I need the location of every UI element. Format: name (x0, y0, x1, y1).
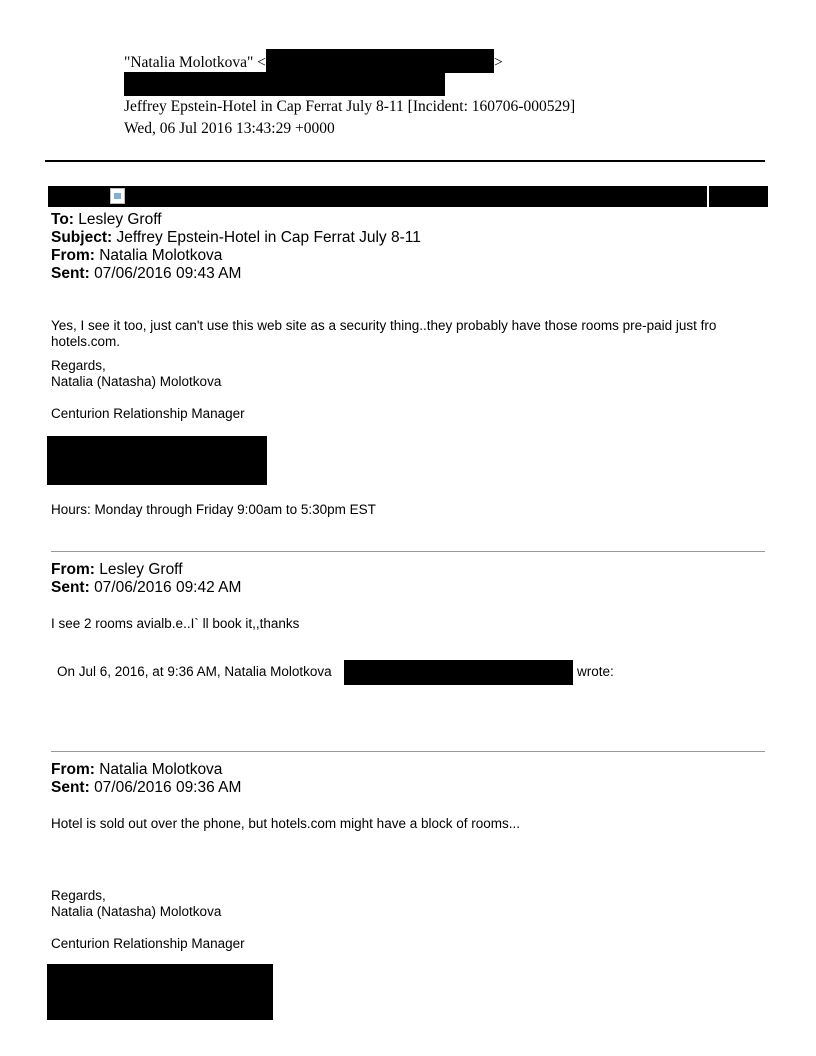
message3-sent-value: 07/06/2016 09:36 AM (94, 779, 242, 796)
header-subject-value: Jeffrey Epstein-Hotel in Cap Ferrat July 8-11 [Incident: 160706-000529] (124, 98, 576, 115)
message1-sent-label: Sent: (51, 265, 90, 282)
redaction-block (124, 72, 445, 96)
header-divider (45, 160, 765, 162)
message2-from-value: Lesley Groff (99, 561, 183, 578)
redaction-block (47, 436, 267, 485)
message1-body: Yes, I see it too, just can't use this web site as a security thing..they probably have those rooms pre-paid just fro hotels.com. (51, 318, 717, 349)
message2-quote-prefix: On Jul 6, 2016, at 9:36 AM, Natalia Molotkova (57, 664, 332, 679)
message2-sent-line (51, 579, 241, 597)
message1-sent-line (51, 265, 241, 283)
message2-sent-value: 07/06/2016 09:42 AM (94, 579, 242, 596)
message3-signature-title: Centurion Relationship Manager (51, 936, 245, 951)
message1-hours: Hours: Monday through Friday 9:00am to 5:30pm EST (51, 502, 376, 517)
message2-body: I see 2 rooms avialb.e..I` ll book it,,thanks (51, 616, 300, 631)
message1-subject-line (51, 229, 421, 247)
banner-divider (707, 186, 709, 207)
message1-signature-name: Natalia (Natasha) Molotkova (51, 374, 222, 389)
message1-subject-value: Jeffrey Epstein-Hotel in Cap Ferrat July 8-11 (116, 229, 421, 246)
header-date-value: Wed, 06 Jul 2016 13:43:29 +0000 (124, 120, 335, 137)
message1-subject-label: Subject: (51, 229, 113, 246)
message3-sent-label: Sent: (51, 779, 90, 796)
message2-sent-label: Sent: (51, 579, 90, 596)
message3-regards: Regards, (51, 888, 106, 903)
message1-sent-value: 07/06/2016 09:43 AM (94, 265, 242, 282)
header-from-value: "Natalia Molotkova" < (124, 54, 266, 71)
message1-regards: Regards, (51, 358, 106, 373)
message1-signature-title: Centurion Relationship Manager (51, 406, 245, 421)
message3-body: Hotel is sold out over the phone, but hotels.com might have a block of rooms... (51, 816, 520, 831)
header-from-close-text: > (494, 54, 503, 71)
message-divider (51, 751, 765, 752)
message1-to-line (51, 211, 162, 229)
message3-from-value: Natalia Molotkova (99, 761, 223, 778)
message1-from-label: From: (51, 247, 95, 264)
message-divider (51, 551, 765, 552)
message3-from-line (51, 761, 222, 779)
message2-from-line (51, 561, 183, 579)
message1-from-value: Natalia Molotkova (99, 247, 223, 264)
message3-signature-name: Natalia (Natasha) Molotkova (51, 904, 222, 919)
redaction-block (47, 964, 273, 1020)
redaction-block (266, 49, 494, 73)
message3-sent-line (51, 779, 241, 797)
message2-from-label: From: (51, 561, 95, 578)
message2-quote-suffix: wrote: (577, 664, 614, 679)
redacted-banner (48, 186, 768, 207)
message1-to-label: To: (51, 211, 74, 228)
message1-to-value: Lesley Groff (78, 211, 162, 228)
message3-from-label: From: (51, 761, 95, 778)
message1-from-line (51, 247, 222, 265)
header-from-close (494, 54, 503, 72)
redaction-block (344, 660, 573, 685)
broken-image-icon (110, 188, 125, 204)
